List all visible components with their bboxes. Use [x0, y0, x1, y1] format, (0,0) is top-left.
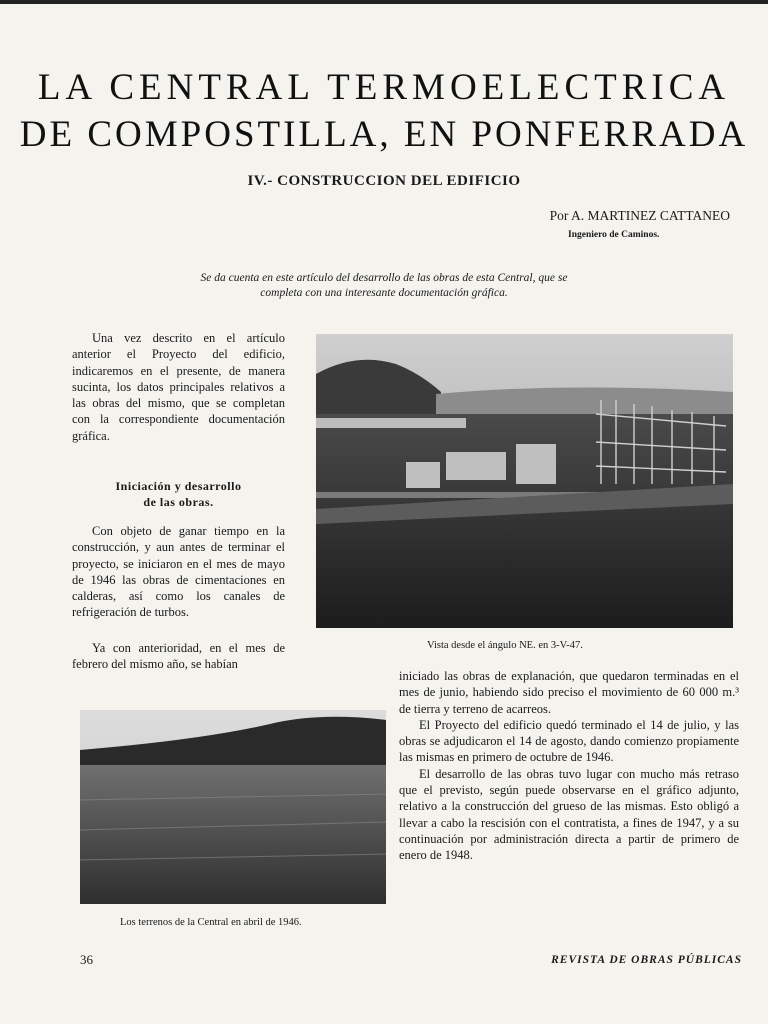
body-column-left-bottom [72, 640, 285, 673]
paragraph-2-end: iniciado las obras de explanación, que quedaron terminadas en el mes de junio, habiendo sido preciso el movimiento de 60 000 m.³ de tierra y terreno de acarreos. [399, 669, 739, 716]
lead-line-1: Se da cuenta en este artículo del desarrollo de las obras de esta Central, que se [200, 272, 568, 284]
lead-line-2: completa con una interesante documentación gráfica. [260, 287, 508, 299]
paragraph-1: Con objeto de ganar tiempo en la construcción, y aun antes de terminar el proyecto, se iniciaron en el mes de mayo de 1946 las obras de cimentaciones en calderas, así como los canales de refrigeración de turbos. [72, 524, 285, 620]
intro-column [72, 330, 285, 444]
author-role: Ingeniero de Caminos. [568, 230, 660, 240]
body-column-left [72, 523, 285, 621]
page-number: 36 [80, 952, 93, 967]
photo-terrain [80, 710, 386, 904]
article-title-line-1: LA CENTRAL TERMOELECTRICA [37, 67, 731, 108]
top-rule [0, 0, 768, 4]
paragraph-2-start: Ya con anterioridad, en el mes de febrero del mismo año, se habían [72, 641, 285, 672]
article-title-line-2: DE COMPOSTILLA, EN PONFERRADA [19, 114, 749, 155]
photo-construction-site [316, 334, 733, 628]
intro-paragraph: Una vez descrito en el artículo anterior el Proyecto del edificio, indicaremos en el presente, de manera sucinta, los datos principales relativos a las obras del mismo, que se completan con la correspondiente documentación gráfica. [72, 331, 285, 443]
lead-summary [130, 271, 638, 301]
caption-photo-2: Los terrenos de la Central en abril de 1946. [120, 917, 302, 928]
journal-name: REVISTA DE OBRAS PÚBLICAS [551, 954, 742, 966]
section-heading [72, 478, 285, 510]
paragraph-4: El desarrollo de las obras tuvo lugar con mucho más retraso que el previsto, según puede observarse en el gráfico adjunto, relativo a la construcción del grueso de las mismas. Esto obligó a llevar a cabo la rescisión con el contratista, a fines de 1947, y a su continuación por administración directa a partir de primero de enero de 1948. [399, 766, 739, 863]
author-byline: Por A. MARTINEZ CATTANEO [549, 208, 730, 223]
caption-photo-1: Vista desde el ángulo NE. en 3-V-47. [427, 640, 583, 651]
paragraph-3: El Proyecto del edificio quedó terminado el 14 de julio, y las obras se adjudicaron el 14 de agosto, dando comienzo propiamente las mismas en primero de octubre de 1946. [399, 717, 739, 765]
section-heading-line-2: de las obras. [143, 495, 214, 509]
body-column-right [399, 668, 739, 864]
section-heading-line-1: Iniciación y desarrollo [115, 479, 242, 493]
article-subtitle: IV.- CONSTRUCCION DEL EDIFICIO [247, 173, 521, 189]
